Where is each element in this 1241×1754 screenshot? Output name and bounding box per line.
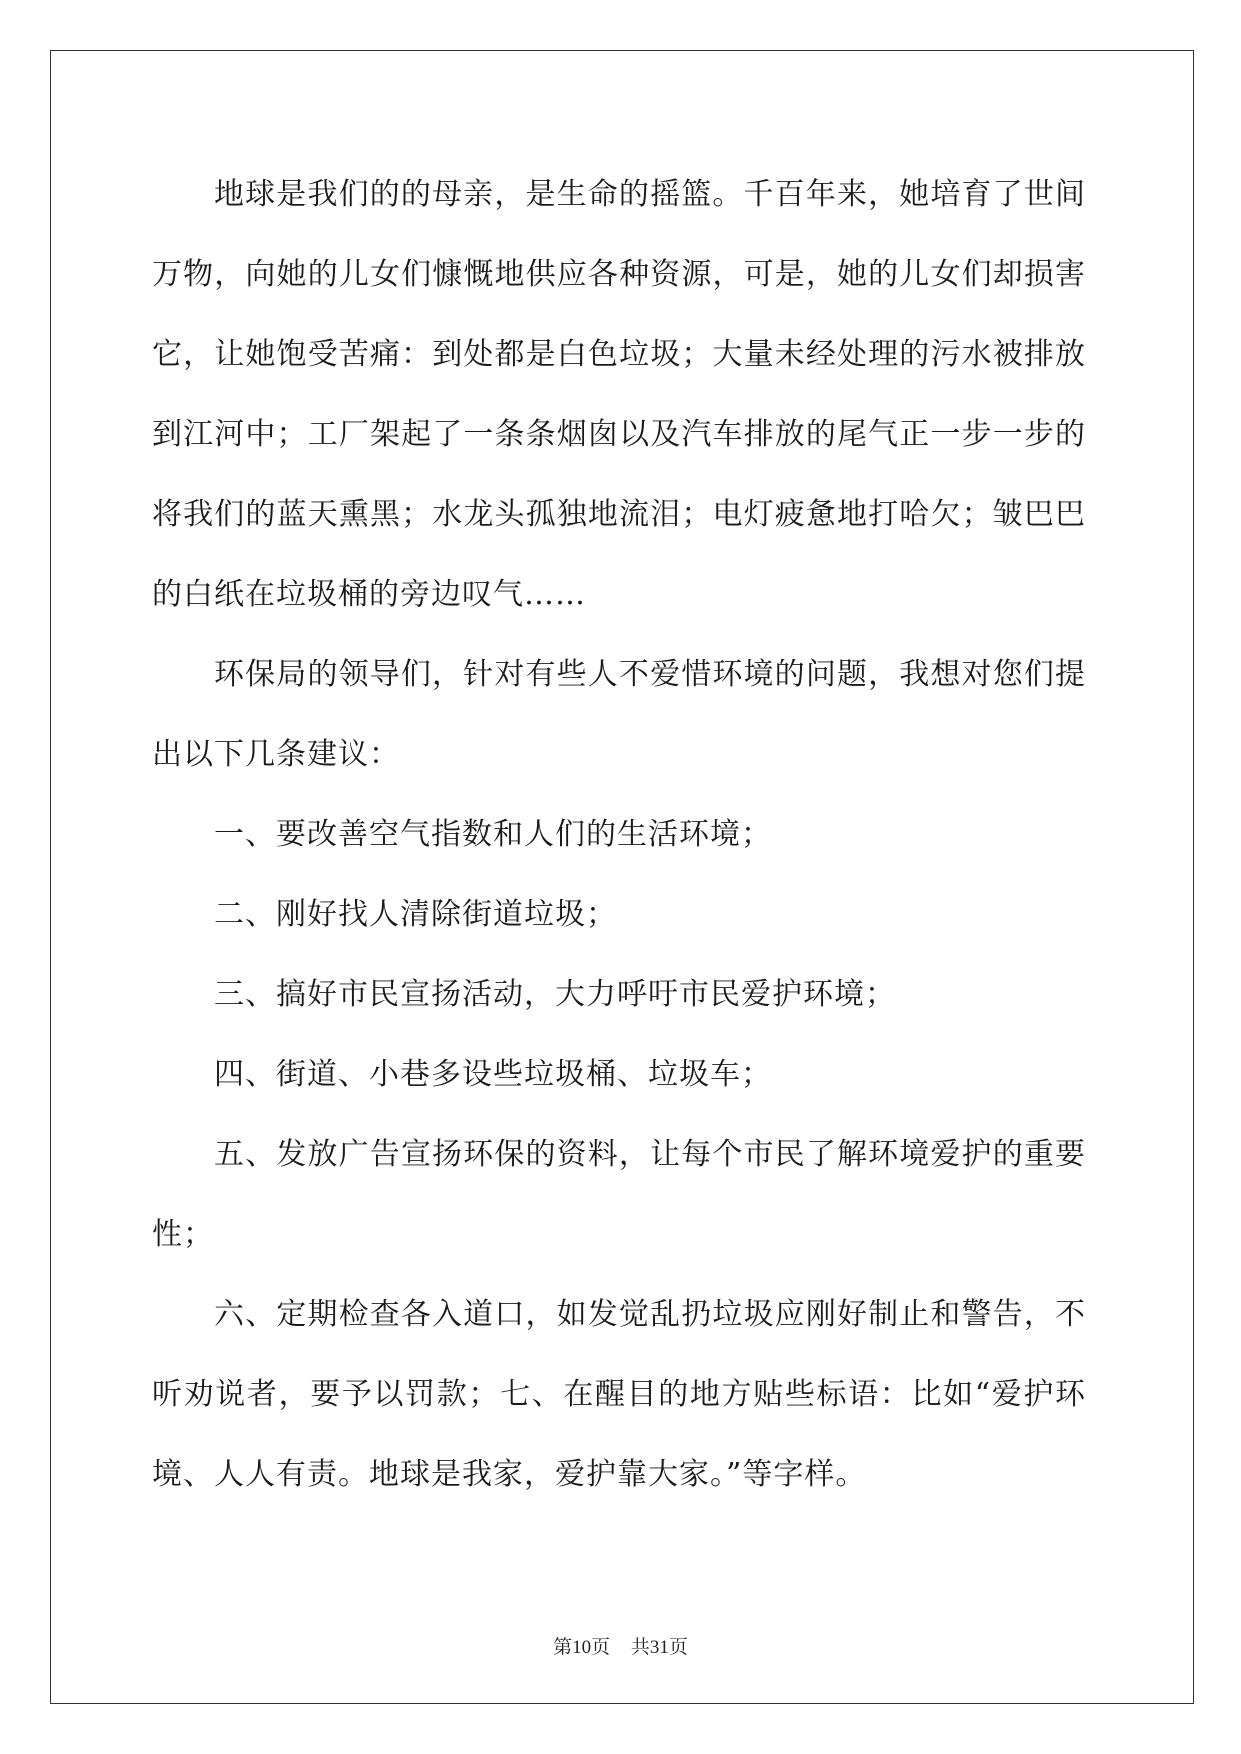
- list-item: 五、发放广告宣扬环保的资料，让每个市民了解环境爱护的重要性；: [152, 1137, 1086, 1252]
- paragraph: 地球是我们的的母亲，是生命的摇篮。千百年来，她培育了世间万物，向她的儿女们慷慨地供应各种资源，可是，她的儿女们却损害它，让她饱受苦痛：到处都是白色垃圾；大量未经处理的污水被排放到江河中；工厂架起了一条条烟囱以及汽车排放的尾气正一步一步的将我们的蓝天熏黑；水龙头孤独地流泪；电灯疲惫地打哈欠；皱巴巴的白纸在垃圾桶的旁边叹气……: [152, 177, 1086, 612]
- page-footer: [0, 1632, 1241, 1659]
- list-item: 三、搞好市民宣扬活动，大力呼吁市民爱护环境；: [214, 977, 896, 1012]
- current-page-number: 第10页: [553, 1637, 611, 1658]
- paragraph: 环保局的领导们，针对有些人不爱惜环境的问题，我想对您们提出以下几条建议：: [152, 657, 1086, 772]
- list-item: 四、街道、小巷多设些垃圾桶、垃圾车；: [214, 1057, 772, 1092]
- document-body: [152, 155, 1086, 1515]
- list-item: 二、刚好找人清除街道垃圾；: [214, 897, 617, 932]
- list-item: 一、要改善空气指数和人们的生活环境；: [214, 817, 772, 852]
- total-page-count: 共31页: [630, 1637, 688, 1658]
- list-item: 六、定期检查各入道口，如发觉乱扔垃圾应刚好制止和警告，不听劝说者，要予以罚款；七、在醒目的地方贴些标语：比如“爱护环境、人人有责。地球是我家，爱护靠大家。”等字样。: [152, 1297, 1086, 1492]
